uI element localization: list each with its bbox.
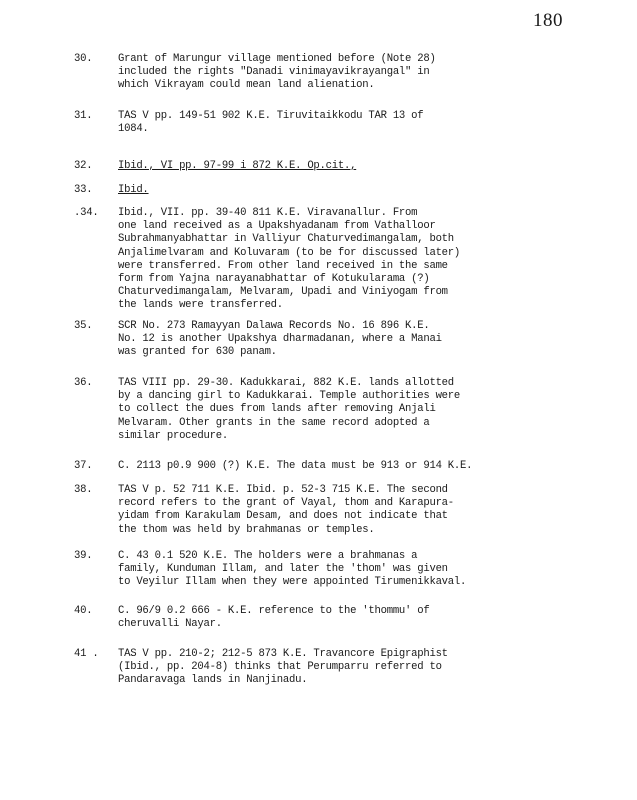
note-line: Pandaravaga lands in Nanjinadu. xyxy=(118,674,308,687)
note-41 xyxy=(74,648,598,688)
note-line: record refers to the grant of Vayal, thom and Karapura- xyxy=(118,497,454,510)
note-line: family, Kunduman Illam, and later the 'thom' was given xyxy=(118,563,448,576)
note-line: TAS V pp. 210-2; 212-5 873 K.E. Travancore Epigraphist xyxy=(118,648,448,660)
note-number: .34. xyxy=(74,207,99,219)
note-line: TAS V p. 52 711 K.E. Ibid. p. 52-3 715 K.E. The second xyxy=(118,484,448,496)
note-line: included the rights "Danadi vinimayavikrayangal" in xyxy=(118,66,430,79)
note-number: 40. xyxy=(74,605,93,617)
note-line: (Ibid., pp. 204-8) thinks that Perumparru referred to xyxy=(118,661,442,674)
note-line: similar procedure. xyxy=(118,429,228,442)
note-line: form from Yajna narayanabhattar of Kotukularama (?) xyxy=(118,273,430,286)
note-38 xyxy=(74,484,598,537)
note-line: No. 12 is another Upakshya dharmadanan, where a Manai xyxy=(118,333,442,346)
note-number: 31. xyxy=(74,110,93,122)
note-line: Ibid., VI pp. 97-99 i 872 K.E. Op.cit., xyxy=(118,160,357,172)
page-number: 180 xyxy=(533,10,563,31)
note-39 xyxy=(74,550,598,590)
note-line: to collect the dues from lands after removing Anjali xyxy=(118,403,436,416)
note-number: 33. xyxy=(74,184,93,196)
note-31 xyxy=(74,110,598,136)
note-line: one land received as a Upakshyadanam from Vathalloor xyxy=(118,220,436,233)
note-line: C. 2113 p0.9 900 (?) K.E. The data must be 913 or 914 K.E. xyxy=(118,460,473,472)
note-line: which Vikrayam could mean land alienation. xyxy=(118,79,375,92)
note-36 xyxy=(74,377,598,443)
note-line: SCR No. 273 Ramayyan Dalawa Records No. 16 896 K.E. xyxy=(118,320,430,332)
note-line: Ibid., VII. pp. 39-40 811 K.E. Viravanallur. From xyxy=(118,207,418,219)
note-line: to Veyilur Illam when they were appointed Tirumenikkaval. xyxy=(118,576,467,589)
note-line: Subrahmanyabhattar in Valliyur Chaturvedimangalam, both xyxy=(118,233,454,246)
note-line: TAS V pp. 149-51 902 K.E. Tiruvitaikkodu TAR 13 of xyxy=(118,110,424,122)
note-number: 37. xyxy=(74,460,93,472)
note-40 xyxy=(74,605,598,631)
note-35 xyxy=(74,320,598,360)
note-line: cheruvalli Nayar. xyxy=(118,618,222,631)
note-line: Anjalimelvaram and Koluvaram (to be for discussed later) xyxy=(118,246,461,259)
note-number: 38. xyxy=(74,484,93,496)
note-number: 36. xyxy=(74,377,93,389)
note-number: 41 . xyxy=(74,648,99,660)
note-30 xyxy=(74,53,598,93)
note-line: Chaturvedimangalam, Melvaram, Upadi and Viniyogam from xyxy=(118,286,448,299)
note-number: 39. xyxy=(74,550,93,562)
note-line: C. 43 0.1 520 K.E. The holders were a brahmanas a xyxy=(118,550,418,562)
note-line: Ibid. xyxy=(118,184,149,196)
note-number: 32. xyxy=(74,160,93,172)
note-line: the thom was held by brahmanas or temples. xyxy=(118,523,375,536)
note-line: were transferred. From other land received in the same xyxy=(118,259,448,272)
note-line: the lands were transferred. xyxy=(118,299,283,312)
note-line: TAS VIII pp. 29-30. Kadukkarai, 882 K.E. lands allotted xyxy=(118,377,454,389)
note-line: was granted for 630 panam. xyxy=(118,346,277,359)
note-number: 35. xyxy=(74,320,93,332)
note-line: Melvaram. Other grants in the same record adopted a xyxy=(118,416,430,429)
note-33 xyxy=(74,184,598,197)
note-32 xyxy=(74,160,598,173)
note-number: 30. xyxy=(74,53,93,65)
note-line: Grant of Marungur village mentioned before (Note 28) xyxy=(118,53,436,65)
note-line: by a dancing girl to Kadukkarai. Temple authorities were xyxy=(118,390,461,403)
note-line: C. 96/9 0.2 666 - K.E. reference to the 'thommu' of xyxy=(118,605,430,617)
note-37 xyxy=(74,460,598,473)
note-line: 1084. xyxy=(118,123,149,136)
note-34 xyxy=(74,207,598,313)
note-line: yidam from Karakulam Desam, and does not indicate that xyxy=(118,510,448,523)
